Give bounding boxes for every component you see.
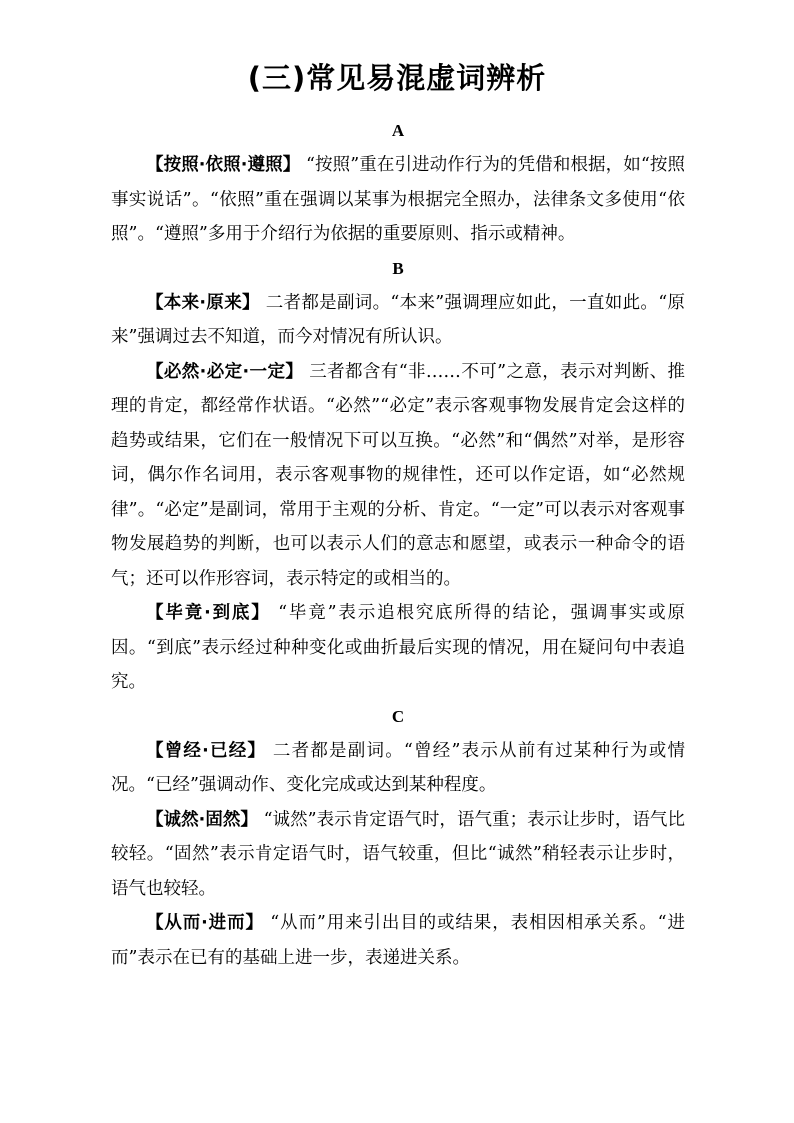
page-title: (三)常见易混虚词辨析 bbox=[247, 61, 547, 95]
entry-conger-jiner bbox=[111, 906, 685, 975]
entry-benlai-yuanlai bbox=[111, 286, 685, 355]
entry-term: 【本来·原来】 bbox=[146, 292, 260, 313]
section-letter-b: B bbox=[392, 258, 404, 278]
entry-term: 【毕竟·到底】 bbox=[146, 603, 271, 623]
entry-text: “诚然”表示肯定语气时，语气重；表示让步时，语气比较轻。“固然”表示肯定语气时，语气较重，但比“诚然”稍轻表示让步时，语气也较轻。 bbox=[111, 809, 685, 899]
entry-cengjing-yijing bbox=[111, 734, 685, 803]
entry-text: 三者都含有“非……不可”之意，表示对判断、推理的肯定，都经常作状语。“必然”“必定”表示客观事物发展肯定会这样的趋势或结果，它们在一般情况下可以互换。“必然”和“偶然”对举，是形容词，偶尔作名词用，表示客观事物的规律性，还可以作定语，如“必然规律”。“必定”是副词，常用于主观的分析、肯定。“一定”可以表示对客观事物发展趋势的判断，也可以表示人们的意志和愿望，或表示一种命令的语气；还可以作形容词，表示特定的或相当的。 bbox=[111, 361, 685, 589]
entry-text: 二者都是副词。“本来”强调理应如此，一直如此。“原来”强调过去不知道，而今对情况有所认识。 bbox=[111, 292, 685, 347]
entry-text: “从而”用来引出目的或结果，表相因相承关系。“进而”表示在已有的基础上进一步，表递进关系。 bbox=[111, 913, 685, 968]
entry-text: 二者都是副词。“曾经”表示从前有过某种行为或情况。“已经”强调动作、变化完成或达到某种程度。 bbox=[111, 740, 685, 795]
entry-term: 【必然·必定·一定】 bbox=[146, 361, 304, 382]
entry-text: “毕竟”表示追根究底所得的结论，强调事实或原因。“到底”表示经过种种变化或曲折最后实现的情况，用在疑问句中表追究。 bbox=[111, 603, 685, 692]
entry-text: “按照”重在引进动作行为的凭借和根据，如“按照事实说话”。“依照”重在强调以某事为根据完全照办，法律条文多使用“依照”。“遵照”多用于介绍行为依据的重要原则、指示或精神。 bbox=[111, 155, 685, 244]
entry-term: 【从而·进而】 bbox=[146, 913, 264, 933]
section-letter-c: C bbox=[391, 706, 405, 726]
entry-term: 【按照·依照·遵照】 bbox=[146, 155, 301, 175]
entry-chengran-guran bbox=[111, 803, 685, 907]
document-body bbox=[111, 114, 685, 975]
section-letter-a: A bbox=[391, 121, 405, 140]
entry-term: 【诚然·固然】 bbox=[146, 809, 258, 830]
entry-biran-biding-yiding bbox=[111, 355, 685, 597]
entry-term: 【曾经·已经】 bbox=[146, 740, 267, 761]
entry-bijing-daodi bbox=[111, 596, 685, 700]
entry-anzhao-yizhao-zunzhao bbox=[111, 148, 685, 252]
